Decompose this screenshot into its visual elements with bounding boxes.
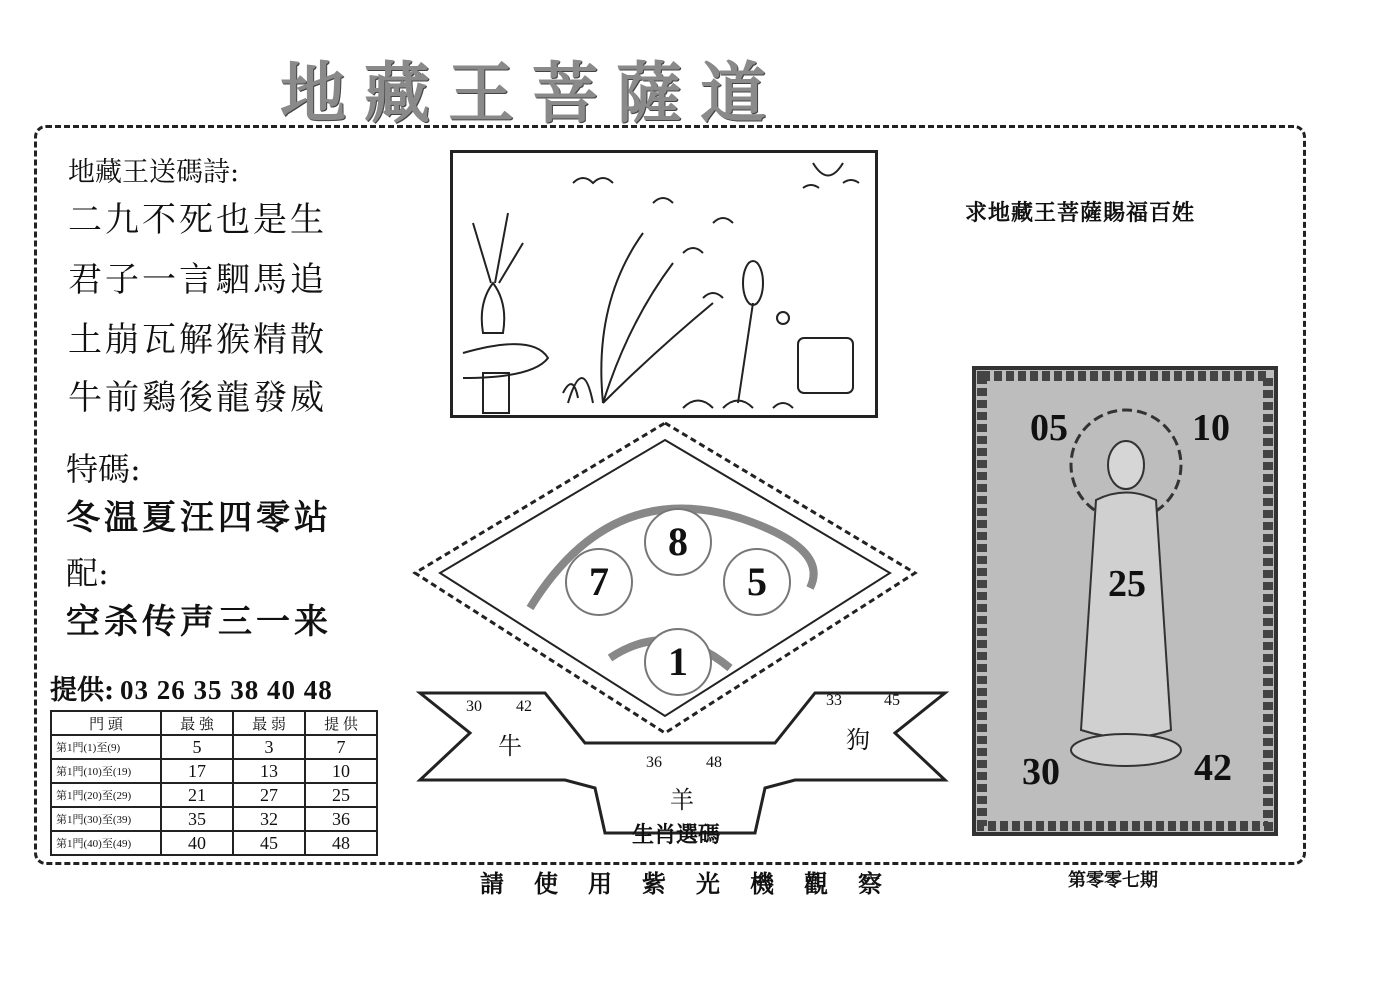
goat-num-1: 36 (646, 754, 662, 771)
match-text: 空杀传声三一来 (66, 602, 332, 642)
max-cell: 40 (161, 831, 233, 855)
zodiac-caption: 生肖選碼 (632, 822, 721, 848)
ox-num-2: 42 (516, 698, 532, 715)
ox-label: 牛 (498, 732, 522, 760)
goat-num-2: 48 (706, 754, 722, 771)
ball-bottom: 1 (644, 628, 712, 696)
provide-row (50, 668, 333, 707)
page-title: 地藏王菩薩道 (280, 54, 784, 132)
poem-line-1: 二九不死也是生 (68, 200, 327, 240)
table-row (51, 807, 377, 831)
buddha-num-top-left: 05 (1030, 407, 1068, 449)
goat-label: 羊 (670, 786, 694, 814)
min-cell: 45 (233, 831, 305, 855)
min-cell: 32 (233, 807, 305, 831)
banner-text: 求地藏王菩薩賜福百姓 (965, 200, 1196, 226)
range-cell: 第1門(30)至(39) (51, 807, 161, 831)
ox-num-1: 30 (466, 698, 482, 715)
special-text: 冬温夏汪四零站 (66, 498, 332, 538)
pick-cell: 10 (305, 759, 377, 783)
poem-line-4: 牛前鷄後龍發威 (68, 378, 327, 418)
table-row (51, 735, 377, 759)
table-row (51, 783, 377, 807)
provide-label: 提供: (50, 675, 114, 706)
max-cell: 21 (161, 783, 233, 807)
dog-num-1: 33 (826, 692, 842, 709)
sketch-drawing (453, 153, 875, 415)
max-cell: 17 (161, 759, 233, 783)
ball-right: 5 (723, 548, 791, 616)
table-row (51, 759, 377, 783)
header-provide: 提 供 (305, 711, 377, 735)
buddha-num-top-right: 10 (1192, 407, 1230, 449)
dog-num-2: 45 (884, 692, 900, 709)
poem-heading: 地藏王送碼詩: (68, 157, 240, 188)
poem-line-2: 君子一言駟馬追 (68, 260, 327, 300)
match-label: 配: (66, 554, 109, 592)
pick-cell: 48 (305, 831, 377, 855)
range-cell: 第1門(1)至(9) (51, 735, 161, 759)
max-cell: 5 (161, 735, 233, 759)
header-strongest: 最 強 (161, 711, 233, 735)
range-cell: 第1門(40)至(49) (51, 831, 161, 855)
min-cell: 3 (233, 735, 305, 759)
ball-left: 7 (565, 548, 633, 616)
buddha-panel (972, 366, 1278, 836)
pick-cell: 7 (305, 735, 377, 759)
table-header-row (51, 711, 377, 735)
buddha-num-center: 25 (1108, 563, 1146, 605)
stats-table (50, 710, 378, 856)
table-row (51, 831, 377, 855)
buddha-num-bottom-right: 42 (1194, 747, 1232, 789)
range-cell: 第1門(10)至(19) (51, 759, 161, 783)
buddha-num-bottom-left: 30 (1022, 751, 1060, 793)
range-cell: 第1門(20)至(29) (51, 783, 161, 807)
dog-label: 狗 (846, 726, 870, 754)
header-weakest: 最 弱 (233, 711, 305, 735)
provide-numbers: 03 26 35 38 40 48 (119, 675, 333, 705)
footer-note: 請使用紫光機觀察 (480, 869, 912, 898)
pick-cell: 25 (305, 783, 377, 807)
sketch-illustration (450, 150, 878, 418)
header-door: 門 頭 (51, 711, 161, 735)
poem-line-3: 土崩瓦解猴精散 (68, 320, 327, 360)
min-cell: 27 (233, 783, 305, 807)
ball-top: 8 (644, 508, 712, 576)
max-cell: 35 (161, 807, 233, 831)
min-cell: 13 (233, 759, 305, 783)
issue-number: 第零零七期 (1068, 870, 1158, 891)
pick-cell: 36 (305, 807, 377, 831)
special-label: 特碼: (66, 450, 141, 488)
